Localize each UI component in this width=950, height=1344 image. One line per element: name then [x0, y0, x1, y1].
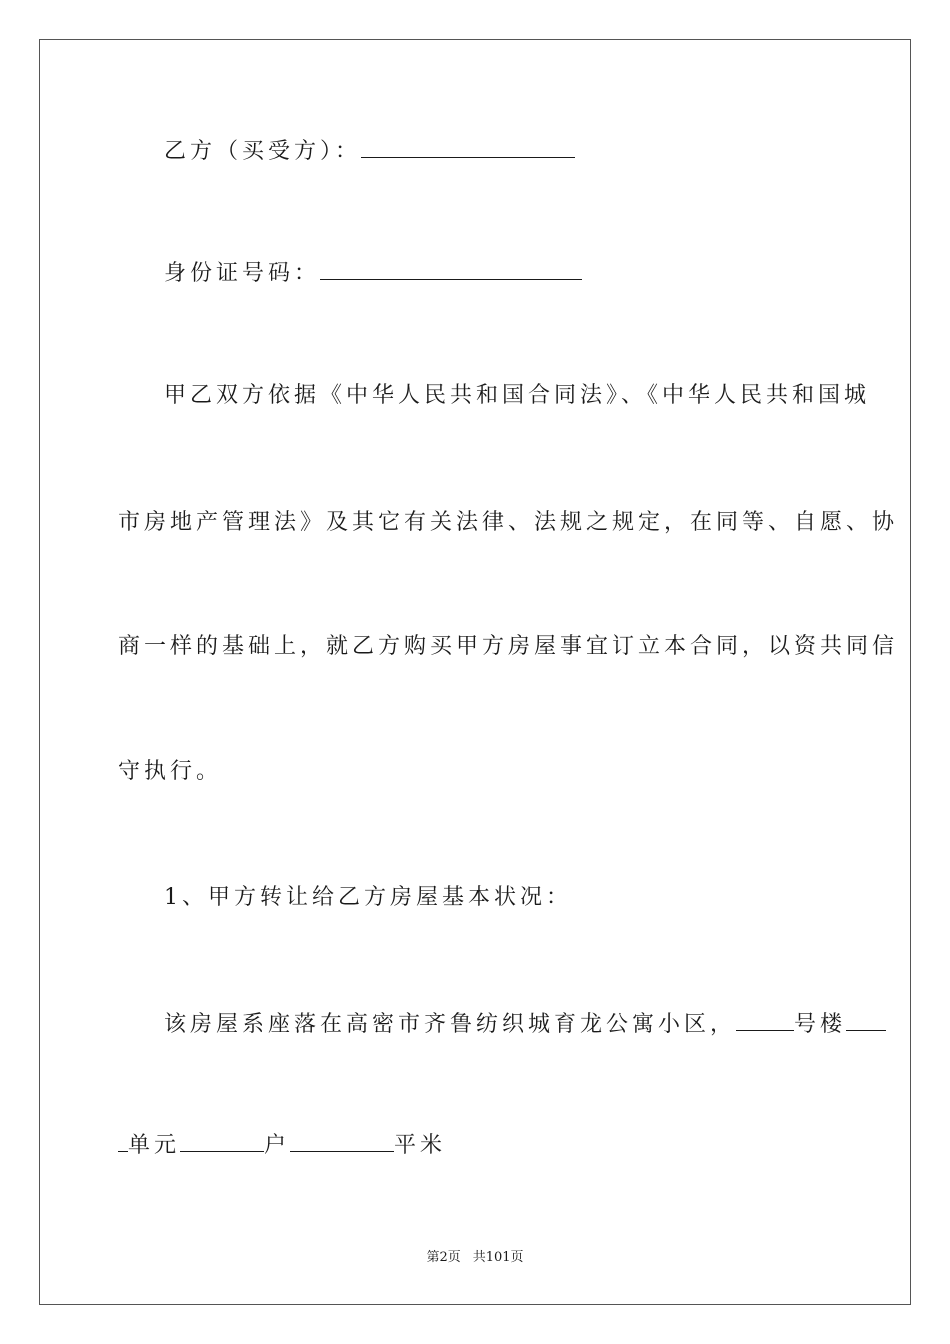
party-b-line [164, 137, 575, 167]
building-trailing-blank [846, 1010, 886, 1031]
unit-label: 单元 [128, 1133, 181, 1158]
room-label: 户 [264, 1133, 291, 1158]
id-number-line [164, 259, 582, 289]
unit-line [118, 1131, 446, 1161]
basis-paragraph-line-1: 甲乙双方依据《中华人民共和国合同法》、《中华人民共和国城 [164, 383, 871, 408]
party-b-label: 乙方（买受方）： [164, 139, 362, 164]
location-line [164, 1010, 886, 1040]
basis-paragraph-line-3: 商一样的基础上，就乙方购买甲方房屋事宜订立本合同，以资共同信 [118, 634, 899, 659]
page-border [39, 39, 911, 1305]
building-blank [736, 1010, 794, 1031]
unit-leading-blank [118, 1131, 128, 1152]
party-b-blank [361, 137, 575, 158]
basis-paragraph-line-4: 守执行。 [118, 759, 223, 784]
id-number-label: 身份证号码： [164, 261, 321, 286]
building-label: 号楼 [794, 1012, 847, 1037]
location-text: 该房屋系座落在高密市齐鲁纺织城育龙公寓小区， [164, 1012, 737, 1037]
page-total: 共101页 [472, 1250, 524, 1265]
basis-paragraph-line-2: 市房地产管理法》及其它有关法律、法规之规定，在同等、自愿、协 [118, 510, 899, 535]
page-footer [0, 1246, 950, 1265]
section-1-heading: 1、甲方转让给乙方房屋基本状况： [164, 885, 572, 910]
id-number-blank [320, 259, 582, 280]
area-label: 平米 [394, 1133, 447, 1158]
page-number: 第2页 [426, 1250, 461, 1265]
unit-blank [180, 1131, 264, 1152]
area-blank [290, 1131, 394, 1152]
